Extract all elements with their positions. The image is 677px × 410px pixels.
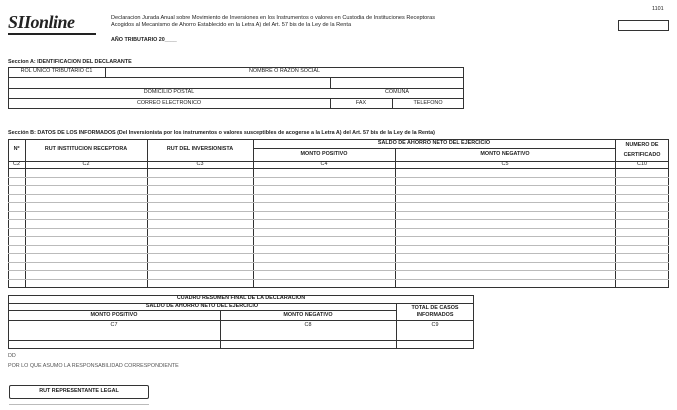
summary-positive: MONTO POSITIVO bbox=[90, 311, 138, 318]
summary-negative-field[interactable] bbox=[220, 340, 396, 349]
code-positive: C4 bbox=[320, 160, 328, 167]
form-title-line2: Acogidos al Mecanismo de Ahorro Establecido en la Letra A) del Art. 57 bis de la Ley de la Renta bbox=[111, 22, 352, 28]
code-certificate: C10 bbox=[637, 160, 647, 167]
grid-row-line bbox=[8, 177, 669, 178]
summary-total-2: INFORMADOS bbox=[416, 311, 454, 318]
logo-underline bbox=[8, 33, 96, 35]
address-label: DOMICILIO POSTAL bbox=[143, 89, 195, 96]
folio-field[interactable] bbox=[618, 20, 669, 31]
fax-label: FAX bbox=[355, 99, 367, 106]
grid-row-line bbox=[8, 219, 669, 220]
sii-logo: SIIonline bbox=[8, 12, 75, 32]
summary-total-field[interactable] bbox=[396, 340, 474, 349]
legal-rep-underline bbox=[9, 404, 149, 405]
legal-rep-label: RUT REPRESENTANTE LEGAL bbox=[39, 388, 119, 395]
section-b-title: Sección B: DATOS DE LOS INFORMADOS (Del Inversionista por los instrumentos o valores susceptibles de acogerse a la Letra A) del Art. 57 bis de la Ley de la Renta) bbox=[8, 130, 435, 136]
grid-row-line bbox=[8, 262, 669, 263]
divider bbox=[253, 148, 615, 149]
form-number: 1101 bbox=[652, 6, 664, 12]
summary-total-1: TOTAL DE CASOS bbox=[411, 304, 459, 311]
grid-row-line bbox=[8, 228, 669, 229]
phone-label: TELEFONO bbox=[413, 99, 443, 106]
grid-row-line bbox=[8, 236, 669, 237]
code-negative: C5 bbox=[501, 160, 509, 167]
name-label: NOMBRE O RAZON SOCIAL bbox=[249, 68, 320, 75]
footer-line1: DD bbox=[8, 353, 16, 359]
divider bbox=[395, 148, 396, 288]
grid-row-line bbox=[8, 279, 669, 280]
commune-label: COMUNA bbox=[385, 89, 409, 96]
summary-title: CUADRO RESUMEN FINAL DE LA DECLARACION bbox=[176, 295, 306, 302]
summary-negative: MONTO NEGATIVO bbox=[283, 311, 333, 318]
code-number: C2 bbox=[13, 160, 20, 167]
grid-row-line bbox=[8, 270, 669, 271]
divider bbox=[8, 168, 669, 169]
footer-declaration: POR LO QUE ASUMO LA RESPONSABILIDAD CORRESPONDIENTE bbox=[8, 363, 179, 369]
summary-code-c9: C9 bbox=[431, 322, 439, 329]
col-number: Nº bbox=[13, 146, 20, 153]
code-investor: C3 bbox=[196, 160, 204, 167]
tax-year-label: AÑO TRIBUTARIO 20____ bbox=[111, 37, 177, 43]
col-positive: MONTO POSITIVO bbox=[300, 150, 348, 157]
col-rut-investor: RUT DEL INVERSIONISTA bbox=[166, 146, 234, 153]
grid-row-line bbox=[8, 253, 669, 254]
rut-label: ROL UNICO TRIBUTARIO C1 bbox=[20, 68, 93, 75]
code-institution: C2 bbox=[82, 160, 90, 167]
summary-positive-field[interactable] bbox=[8, 340, 220, 349]
grid-row-line bbox=[8, 185, 669, 186]
grid-row-line bbox=[8, 202, 669, 203]
col-negative: MONTO NEGATIVO bbox=[480, 150, 530, 157]
form-title-line1: Declaracion Jurada Anual sobre Movimiento de Inversiones en los Instrumentos o valores en Custodia de Instituciones Receptoras bbox=[111, 15, 435, 21]
col-rut-institution: RUT INSTITUCION RECEPTORA bbox=[44, 146, 128, 153]
grid-row-line bbox=[8, 211, 669, 212]
grid-row-line bbox=[8, 245, 669, 246]
divider bbox=[8, 320, 474, 321]
divider bbox=[330, 77, 331, 88]
section-a-title: Seccion A: IDENTIFICACION DEL DECLARANTE bbox=[8, 59, 132, 65]
summary-net-savings: SALDO DE AHORRO NETO DEL EJERCICIO bbox=[145, 302, 259, 309]
col-net-savings: SALDO DE AHORRO NETO DEL EJERCICIO bbox=[377, 139, 491, 146]
col-certificate-2: CERTIFICADO bbox=[623, 152, 661, 159]
grid-row-line bbox=[8, 194, 669, 195]
email-label: CORREO ELECTRONICO bbox=[136, 99, 202, 106]
rut-field[interactable] bbox=[8, 77, 105, 88]
col-certificate-1: NUMERO DE bbox=[625, 142, 659, 149]
summary-code-c8: C8 bbox=[304, 322, 312, 329]
summary-code-c7: C7 bbox=[110, 322, 118, 329]
